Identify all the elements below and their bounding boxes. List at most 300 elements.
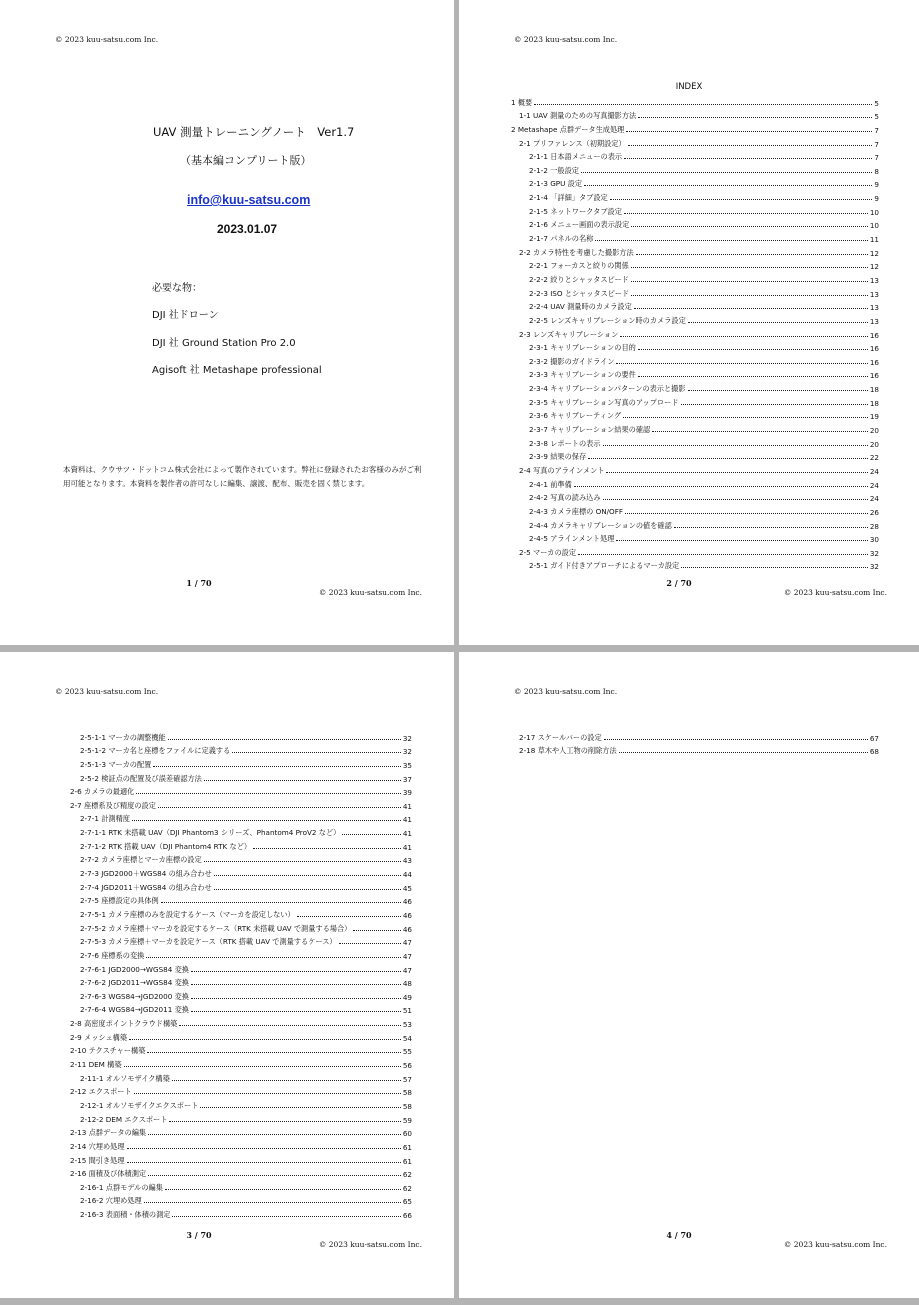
toc-entry-page: 13 xyxy=(869,275,879,285)
toc-leader-dots xyxy=(623,417,868,418)
toc-entry-page: 13 xyxy=(869,303,879,313)
toc-entry[interactable] xyxy=(62,934,412,948)
toc-entry[interactable] xyxy=(62,729,412,743)
header-copyright: © 2023 kuu-satsu.com Inc. xyxy=(55,35,159,44)
toc-entry-page: 41 xyxy=(402,801,412,811)
toc-entry-page: 20 xyxy=(869,439,879,449)
toc-entry[interactable] xyxy=(511,258,879,272)
page-number: 4 / 70 xyxy=(666,1230,692,1240)
toc-entry-page: 24 xyxy=(869,466,879,476)
toc-entry-page: 54 xyxy=(402,1033,412,1043)
toc-leader-dots xyxy=(134,1093,401,1094)
toc-entry-page: 61 xyxy=(402,1142,412,1152)
toc-entry-title: 2-3-4 キャリブレーションパターンの表示と撮影 xyxy=(529,384,686,394)
toc-leader-dots xyxy=(638,349,868,350)
toc-entry[interactable] xyxy=(62,852,412,866)
toc-entry-page: 59 xyxy=(402,1115,412,1125)
toc-entry-title: 2-13 点群データの編集 xyxy=(70,1128,147,1138)
toc-leader-dots xyxy=(232,752,401,753)
toc-entry-page: 67 xyxy=(869,733,879,743)
toc-leader-dots xyxy=(179,1025,401,1026)
toc-entry-title: 1 概要 xyxy=(511,97,533,107)
toc-entry-page: 22 xyxy=(869,453,879,463)
toc-leader-dots xyxy=(161,902,401,903)
toc-entry[interactable] xyxy=(511,340,879,354)
toc-leader-dots xyxy=(603,499,868,500)
toc-entry[interactable] xyxy=(511,435,879,449)
toc-entry-title: 2-5-1-2 マーカ名と座標をファイルに定義する xyxy=(80,746,231,756)
toc-entry-title: 2-2-3 ISO とシャッタスピード xyxy=(529,288,630,298)
requirements-label: 必要な物： xyxy=(152,283,202,294)
toc-entry-page: 65 xyxy=(402,1197,412,1207)
toc-entry[interactable] xyxy=(511,299,879,313)
toc-entry-title: 2-7-1-2 RTK 搭載 UAV（DJI Phantom4 RTK など） xyxy=(80,841,252,851)
toc-title: INDEX xyxy=(675,82,703,92)
toc-entry[interactable] xyxy=(511,217,879,231)
toc-entry-title: 2-3-3 キャリブレーションの要件 xyxy=(529,370,636,380)
toc-entry-title: 2-9 メッシュ構築 xyxy=(70,1032,128,1042)
toc-entry-title: 2-4-5 アラインメント処理 xyxy=(529,534,615,544)
toc-entry-title: 2-7-1-1 RTK 未搭載 UAV（DJI Phantom3 シリーズ、Phantom4 ProV2 など） xyxy=(80,828,341,838)
toc-entry-page: 16 xyxy=(869,371,879,381)
toc-entry[interactable] xyxy=(511,326,879,340)
requirement-item: DJI 社ドローン xyxy=(152,310,219,321)
toc-entry-title: 2-5 マーカの設定 xyxy=(519,547,577,557)
toc-entry[interactable] xyxy=(62,879,412,893)
toc-entry-title: 2-6 カメラの最適化 xyxy=(70,787,135,797)
toc-entry[interactable] xyxy=(62,797,412,811)
toc-entry-page: 20 xyxy=(869,426,879,436)
toc-entry-title: 2-11-1 オルソモザイク構築 xyxy=(80,1073,170,1083)
toc-entry-page: 55 xyxy=(402,1047,412,1057)
toc-leader-dots xyxy=(144,1202,401,1203)
toc-entry[interactable] xyxy=(62,988,412,1002)
toc-leader-dots xyxy=(625,513,868,514)
toc-entry-title: 2-4-1 前準備 xyxy=(529,479,572,489)
toc-entry[interactable] xyxy=(62,838,412,852)
page-3 xyxy=(0,652,454,1298)
toc-leader-dots xyxy=(204,861,401,862)
toc-leader-dots xyxy=(588,458,868,459)
toc-entry-title: 2-7-5-1 カメラ座標のみを設定するケース（マーカを設定しない） xyxy=(80,909,295,919)
toc-entry-title: 2-7-6-1 JGD2000→WGS84 変換 xyxy=(80,964,189,974)
toc-leader-dots xyxy=(584,185,872,186)
toc-entry-title: 2-2-1 フォーカスと絞りの関係 xyxy=(529,261,629,271)
toc-entry[interactable] xyxy=(511,285,879,299)
toc-entry[interactable] xyxy=(511,230,879,244)
toc-entry-page: 45 xyxy=(402,883,412,893)
toc-entry-page: 62 xyxy=(402,1183,412,1193)
toc-entry-page: 58 xyxy=(402,1088,412,1098)
toc-entry[interactable] xyxy=(62,906,412,920)
toc-entry[interactable] xyxy=(511,517,879,531)
toc-entry-title: 2-1-2 一般設定 xyxy=(529,165,579,175)
toc-leader-dots xyxy=(638,117,872,118)
toc-entry-title: 2-10 テクスチャー構築 xyxy=(70,1046,146,1056)
toc-entry-page: 30 xyxy=(869,535,879,545)
document-date: 2023.01.07 xyxy=(217,222,278,236)
toc-entry-title: 2-4-2 写真の読み込み xyxy=(529,493,601,503)
toc-entry-title: 2-4 写真のアラインメント xyxy=(519,465,605,475)
toc-entry[interactable] xyxy=(62,1029,412,1043)
toc-entry-title: 2-15 間引き処理 xyxy=(70,1155,125,1165)
toc-entry-page: 46 xyxy=(402,897,412,907)
toc-entry-title: 2-3-7 キャリブレーション結果の確認 xyxy=(529,425,651,435)
toc-entry-title: 2-1-5 ネットワークタブ設定 xyxy=(529,206,622,216)
toc-entry-page: 61 xyxy=(402,1156,412,1166)
header-copyright: © 2023 kuu-satsu.com Inc. xyxy=(514,35,618,44)
toc-leader-dots xyxy=(146,957,401,958)
toc-list xyxy=(511,729,879,756)
toc-entry-title: 2-14 穴埋め処理 xyxy=(70,1141,125,1151)
toc-entry[interactable] xyxy=(511,558,879,572)
toc-entry-title: 2-12 エクスポート xyxy=(70,1087,132,1097)
toc-entry-page: 26 xyxy=(869,507,879,517)
toc-list xyxy=(511,94,879,571)
toc-entry-title: 2-3 レンズキャリブレーション xyxy=(519,329,619,339)
toc-leader-dots xyxy=(169,1121,400,1122)
toc-leader-dots xyxy=(626,131,872,132)
toc-entry[interactable] xyxy=(511,244,879,258)
toc-list xyxy=(62,729,412,1220)
toc-entry-page: 47 xyxy=(402,938,412,948)
toc-entry-title: 2-12-1 オルソモザイクエクスポート xyxy=(80,1100,199,1110)
toc-entry-title: 2-1-1 日本語メニューの表示 xyxy=(529,152,623,162)
toc-entry[interactable] xyxy=(511,449,879,463)
toc-leader-dots xyxy=(339,943,401,944)
toc-leader-dots xyxy=(165,1189,401,1190)
toc-entry-title: 2-1-3 GPU 設定 xyxy=(529,179,583,189)
toc-entry-title: 2-7-5-3 カメラ座標＋マーカを設定ケース（RTK 搭載 UAV で測量するケース） xyxy=(80,937,337,947)
toc-entry-title: 2-17 スケールバーの設定 xyxy=(519,732,602,742)
toc-entry-title: 2-2-5 レンズキャリブレーション時のカメラ設定 xyxy=(529,315,686,325)
toc-entry-title: 2-7-6-3 WGS84→JGD2000 変換 xyxy=(80,991,189,1001)
toc-entry-page: 32 xyxy=(402,747,412,757)
toc-entry-page: 66 xyxy=(402,1211,412,1221)
toc-leader-dots xyxy=(148,1175,401,1176)
toc-entry-title: 2-2-2 絞りとシャッタスピード xyxy=(529,274,629,284)
toc-leader-dots xyxy=(168,739,401,740)
toc-entry-title: 2-1-7 パネルの名称 xyxy=(529,234,594,244)
toc-entry[interactable] xyxy=(62,947,412,961)
toc-entry[interactable] xyxy=(62,1056,412,1070)
toc-entry-title: 2-5-1-1 マーカの調整機能 xyxy=(80,732,166,742)
toc-entry[interactable] xyxy=(62,1152,412,1166)
toc-entry[interactable] xyxy=(62,756,412,770)
toc-leader-dots xyxy=(353,930,400,931)
toc-entry-title: 2-1 プリファレンス（初期設定） xyxy=(519,138,626,148)
toc-leader-dots xyxy=(574,486,868,487)
toc-entry-page: 16 xyxy=(869,330,879,340)
toc-entry-page: 13 xyxy=(869,289,879,299)
toc-entry-title: 2-16-2 穴埋め処理 xyxy=(80,1196,142,1206)
toc-entry-title: 2-18 草木や人工物の削除方法 xyxy=(519,746,617,756)
footer-copyright: © 2023 kuu-satsu.com Inc. xyxy=(783,588,887,597)
toc-entry[interactable] xyxy=(62,920,412,934)
disclaimer: 本資料は、クウサツ・ドットコム株式会社によって製作されています。弊社に登録されたお客様のみがご利用可能となります。本資料を製作者の許可なしに編集、譲渡、配布、販売を固く禁じます。 xyxy=(63,465,422,488)
document-title: UAV 測量トレーニングノート Ver1.7 xyxy=(153,125,355,139)
toc-entry[interactable] xyxy=(62,1193,412,1207)
toc-entry-page: 16 xyxy=(869,357,879,367)
toc-leader-dots xyxy=(681,567,868,568)
toc-entry-title: 2-1-4 「詳細」タブ設定 xyxy=(529,193,608,203)
toc-entry[interactable] xyxy=(511,121,879,135)
toc-entry[interactable] xyxy=(511,271,879,285)
toc-entry-title: 2-3-1 キャリブレーションの目的 xyxy=(529,343,636,353)
toc-entry[interactable] xyxy=(511,394,879,408)
toc-leader-dots xyxy=(191,998,401,999)
toc-entry-page: 5 xyxy=(874,112,879,122)
toc-entry-title: 1-1 UAV 測量のための写真撮影方法 xyxy=(519,111,637,121)
toc-entry-page: 51 xyxy=(402,1006,412,1016)
toc-leader-dots xyxy=(153,766,401,767)
toc-leader-dots xyxy=(297,916,401,917)
toc-entry[interactable] xyxy=(511,94,879,108)
toc-entry[interactable] xyxy=(62,1070,412,1084)
toc-entry[interactable] xyxy=(62,1002,412,1016)
toc-entry-title: 2-3-5 キャリブレーション写真のアップロード xyxy=(529,397,679,407)
toc-leader-dots xyxy=(214,875,401,876)
header-copyright: © 2023 kuu-satsu.com Inc. xyxy=(514,687,618,696)
toc-entry-title: 2-7-5-2 カメラ座標＋マーカを設定するケース（RTK 未搭載 UAV で測量する場合） xyxy=(80,923,352,933)
toc-leader-dots xyxy=(136,793,401,794)
toc-entry-page: 7 xyxy=(874,139,879,149)
toc-entry-title: 2-7-6 座標系の変換 xyxy=(80,950,145,960)
footer-copyright: © 2023 kuu-satsu.com Inc. xyxy=(318,588,422,597)
toc-entry-page: 53 xyxy=(402,1020,412,1030)
toc-entry[interactable] xyxy=(62,1043,412,1057)
toc-leader-dots xyxy=(616,363,867,364)
toc-entry-page: 57 xyxy=(402,1074,412,1084)
toc-entry-title: 2-12-2 DEM エクスポート xyxy=(80,1114,168,1124)
toc-leader-dots xyxy=(631,281,868,282)
toc-entry-page: 41 xyxy=(402,815,412,825)
toc-entry[interactable] xyxy=(511,531,879,545)
toc-leader-dots xyxy=(624,158,872,159)
toc-entry-page: 32 xyxy=(869,548,879,558)
email-link[interactable]: info@kuu-satsu.com xyxy=(187,193,311,207)
toc-entry-title: 2-7-3 JGD2000＋WGS84 の組み合わせ xyxy=(80,869,212,879)
toc-leader-dots xyxy=(624,213,868,214)
requirement-item: DJI 社 Ground Station Pro 2.0 xyxy=(152,338,296,349)
toc-leader-dots xyxy=(620,336,868,337)
toc-leader-dots xyxy=(638,376,868,377)
toc-leader-dots xyxy=(688,322,868,323)
toc-leader-dots xyxy=(342,834,401,835)
toc-entry[interactable] xyxy=(62,1206,412,1220)
page-number: 1 / 70 xyxy=(186,578,212,588)
toc-entry[interactable] xyxy=(62,865,412,879)
page-4 xyxy=(459,652,919,1298)
toc-entry-title: 2-8 高密度ポイントクラウド構築 xyxy=(70,1019,178,1029)
toc-leader-dots xyxy=(129,1039,401,1040)
toc-leader-dots xyxy=(172,1216,400,1217)
toc-entry-title: 2-5-2 検証点の配置及び誤差確認方法 xyxy=(80,773,202,783)
toc-entry-title: 2-4-4 カメラキャリブレーションの値を確認 xyxy=(529,520,672,530)
toc-entry[interactable] xyxy=(62,961,412,975)
toc-entry[interactable] xyxy=(62,1084,412,1098)
toc-entry-page: 56 xyxy=(402,1061,412,1071)
toc-entry[interactable] xyxy=(511,135,879,149)
toc-entry-page: 47 xyxy=(402,951,412,961)
toc-entry-page: 35 xyxy=(402,760,412,770)
toc-entry[interactable] xyxy=(511,476,879,490)
toc-entry-page: 28 xyxy=(869,521,879,531)
toc-entry[interactable] xyxy=(511,380,879,394)
toc-leader-dots xyxy=(191,971,401,972)
header-copyright: © 2023 kuu-satsu.com Inc. xyxy=(55,687,159,696)
toc-leader-dots xyxy=(534,104,872,105)
toc-entry-page: 44 xyxy=(402,870,412,880)
toc-entry-title: 2-11 DEM 構築 xyxy=(70,1060,122,1070)
toc-leader-dots xyxy=(581,172,872,173)
toc-entry[interactable] xyxy=(511,729,879,743)
toc-leader-dots xyxy=(610,199,873,200)
toc-entry-page: 68 xyxy=(869,747,879,757)
toc-entry-page: 46 xyxy=(402,924,412,934)
page-1 xyxy=(0,0,454,645)
toc-leader-dots xyxy=(631,267,868,268)
toc-entry-page: 37 xyxy=(402,774,412,784)
toc-entry-page: 13 xyxy=(869,316,879,326)
toc-entry[interactable] xyxy=(511,176,879,190)
toc-entry-title: 2-7-6-2 JGD2011→WGS84 変換 xyxy=(80,978,189,988)
toc-entry-page: 12 xyxy=(869,262,879,272)
toc-leader-dots xyxy=(158,807,401,808)
toc-leader-dots xyxy=(148,1134,401,1135)
toc-leader-dots xyxy=(214,889,401,890)
toc-leader-dots xyxy=(191,1011,401,1012)
toc-entry[interactable] xyxy=(511,408,879,422)
toc-leader-dots xyxy=(127,1162,401,1163)
toc-leader-dots xyxy=(631,226,868,227)
toc-entry-page: 10 xyxy=(869,207,879,217)
toc-leader-dots xyxy=(628,145,873,146)
document-subtitle: （基本編コンプリート版） xyxy=(180,154,312,167)
toc-leader-dots xyxy=(595,240,868,241)
toc-entry[interactable] xyxy=(62,1015,412,1029)
toc-entry-title: 2-16-3 表面積・体積の測定 xyxy=(80,1210,171,1220)
toc-entry-page: 12 xyxy=(869,248,879,258)
toc-entry-title: 2-16-1 点群モデルの編集 xyxy=(80,1182,163,1192)
toc-entry[interactable] xyxy=(62,1097,412,1111)
toc-entry[interactable] xyxy=(511,503,879,517)
toc-entry-title: 2 Metashape 点群データ生成処理 xyxy=(511,124,625,134)
toc-entry[interactable] xyxy=(511,353,879,367)
toc-entry-title: 2-7-6-4 WGS84→JGD2011 変換 xyxy=(80,1005,189,1015)
toc-entry[interactable] xyxy=(511,108,879,122)
toc-entry-page: 24 xyxy=(869,494,879,504)
toc-leader-dots xyxy=(603,445,868,446)
toc-entry-title: 2-3-2 撮影のガイドライン xyxy=(529,356,615,366)
toc-entry[interactable] xyxy=(62,893,412,907)
toc-entry[interactable] xyxy=(511,367,879,381)
requirement-item: Agisoft 社 Metashape professional xyxy=(152,365,322,376)
footer-copyright: © 2023 kuu-satsu.com Inc. xyxy=(318,1240,422,1249)
toc-entry-page: 60 xyxy=(402,1129,412,1139)
toc-leader-dots xyxy=(132,820,401,821)
toc-leader-dots xyxy=(616,540,867,541)
toc-entry[interactable] xyxy=(62,1125,412,1139)
toc-entry[interactable] xyxy=(511,312,879,326)
toc-entry-page: 18 xyxy=(869,398,879,408)
toc-leader-dots xyxy=(172,1080,401,1081)
toc-entry-title: 2-3-8 レポートの表示 xyxy=(529,438,601,448)
toc-leader-dots xyxy=(631,295,868,296)
toc-entry-page: 46 xyxy=(402,910,412,920)
toc-entry-page: 62 xyxy=(402,1170,412,1180)
toc-entry-page: 58 xyxy=(402,1101,412,1111)
toc-entry[interactable] xyxy=(62,770,412,784)
toc-entry[interactable] xyxy=(511,162,879,176)
toc-entry-title: 2-16 面積及び体積測定 xyxy=(70,1169,147,1179)
toc-entry-page: 9 xyxy=(874,180,879,190)
toc-entry-page: 39 xyxy=(402,788,412,798)
toc-entry[interactable] xyxy=(511,421,879,435)
toc-leader-dots xyxy=(127,1148,401,1149)
toc-entry-title: 2-3-9 結果の保存 xyxy=(529,452,587,462)
toc-entry[interactable] xyxy=(511,149,879,163)
toc-entry[interactable] xyxy=(62,784,412,798)
toc-entry-page: 16 xyxy=(869,344,879,354)
toc-entry-page: 49 xyxy=(402,992,412,1002)
page-number: 2 / 70 xyxy=(666,578,692,588)
toc-entry-page: 7 xyxy=(874,125,879,135)
toc-entry[interactable] xyxy=(511,203,879,217)
toc-entry-page: 7 xyxy=(874,153,879,163)
toc-entry-page: 19 xyxy=(869,412,879,422)
toc-entry[interactable] xyxy=(511,462,879,476)
toc-entry[interactable] xyxy=(62,975,412,989)
toc-entry-page: 41 xyxy=(402,829,412,839)
toc-leader-dots xyxy=(606,472,867,473)
toc-leader-dots xyxy=(619,752,868,753)
toc-entry-title: 2-7-5 座標設定の具体例 xyxy=(80,896,159,906)
toc-entry-page: 5 xyxy=(874,98,879,108)
toc-entry[interactable] xyxy=(62,824,412,838)
toc-leader-dots xyxy=(604,739,868,740)
toc-entry-title: 2-7-4 JGD2011＋WGS84 の組み合わせ xyxy=(80,882,212,892)
toc-leader-dots xyxy=(674,527,868,528)
toc-leader-dots xyxy=(636,254,868,255)
toc-entry-page: 32 xyxy=(402,733,412,743)
toc-entry[interactable] xyxy=(511,490,879,504)
toc-entry[interactable] xyxy=(62,1166,412,1180)
toc-entry[interactable] xyxy=(511,189,879,203)
page-2 xyxy=(459,0,919,645)
toc-entry-page: 10 xyxy=(869,221,879,231)
toc-entry[interactable] xyxy=(62,1179,412,1193)
toc-entry-title: 2-7-2 カメラ座標とマーカ座標の設定 xyxy=(80,855,202,865)
toc-entry-title: 2-2-4 UAV 測量時のカメラ設定 xyxy=(529,302,632,312)
toc-entry-title: 2-5-1-3 マーカの配置 xyxy=(80,759,152,769)
toc-leader-dots xyxy=(124,1066,401,1067)
toc-leader-dots xyxy=(634,308,868,309)
page-number: 3 / 70 xyxy=(186,1230,212,1240)
toc-leader-dots xyxy=(191,984,401,985)
toc-leader-dots xyxy=(204,780,401,781)
toc-entry-page: 32 xyxy=(869,562,879,572)
toc-entry[interactable] xyxy=(511,544,879,558)
toc-entry-title: 2-7-1 計測精度 xyxy=(80,814,130,824)
toc-entry[interactable] xyxy=(511,743,879,757)
toc-entry[interactable] xyxy=(62,1111,412,1125)
toc-entry-page: 9 xyxy=(874,194,879,204)
toc-entry-page: 8 xyxy=(874,166,879,176)
toc-entry[interactable] xyxy=(62,811,412,825)
toc-entry[interactable] xyxy=(62,1138,412,1152)
toc-entry[interactable] xyxy=(62,743,412,757)
